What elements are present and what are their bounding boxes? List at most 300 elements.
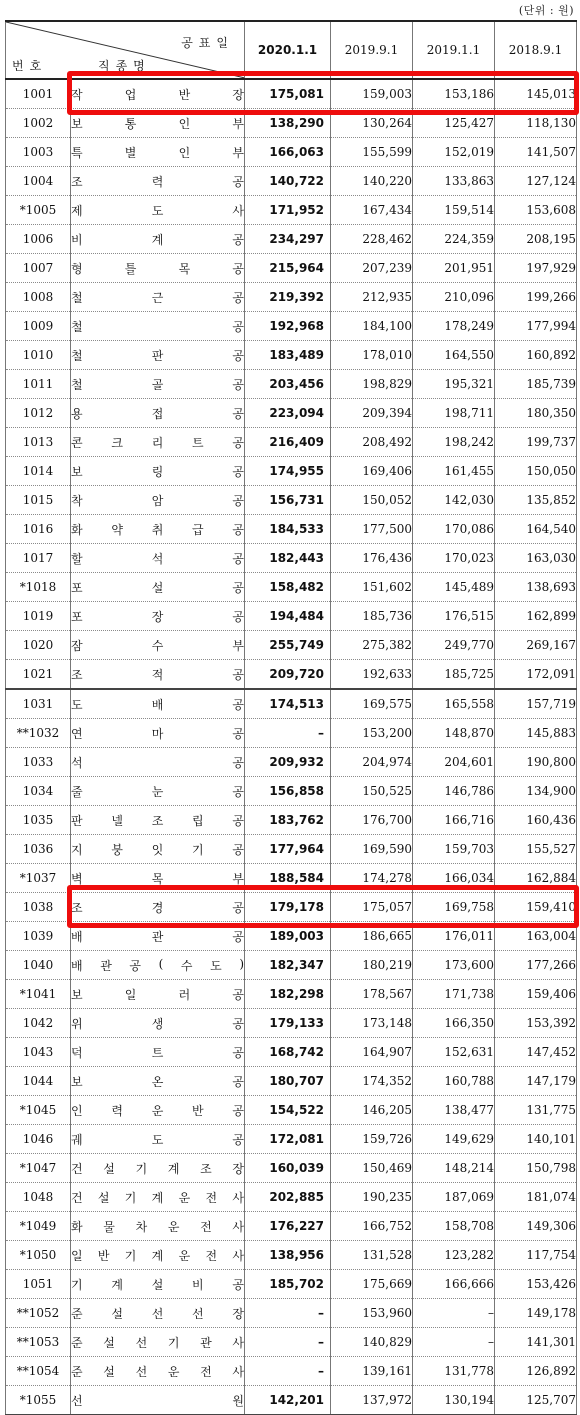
table-row — [6, 719, 577, 748]
table-row — [6, 1328, 577, 1357]
wage-value: 153,960 — [331, 1299, 413, 1328]
wage-value: 148,870 — [413, 719, 495, 748]
wage-value: 149,306 — [495, 1212, 577, 1241]
job-name-text: 보 통 인 부 — [71, 116, 244, 131]
wage-value: 159,410 — [495, 893, 577, 922]
wage-value: 164,550 — [413, 341, 495, 370]
wage-value: 147,179 — [495, 1067, 577, 1096]
row-number: 1009 — [6, 312, 71, 341]
table-row — [6, 602, 577, 631]
row-number: 1036 — [6, 835, 71, 864]
job-name — [71, 428, 245, 457]
wage-value: 141,507 — [495, 138, 577, 167]
wage-value: 145,013 — [495, 79, 577, 109]
row-number: *1055 — [6, 1386, 71, 1415]
wage-value: 125,707 — [495, 1386, 577, 1415]
job-name — [71, 399, 245, 428]
table-row — [6, 428, 577, 457]
wage-value: 209,720 — [245, 660, 331, 690]
job-name — [71, 631, 245, 660]
wage-value: 173,148 — [331, 1009, 413, 1038]
wage-value: 148,214 — [413, 1154, 495, 1183]
wage-value: 170,023 — [413, 544, 495, 573]
wage-value: 146,786 — [413, 777, 495, 806]
job-name — [71, 806, 245, 835]
table-row — [6, 486, 577, 515]
wage-value: 159,726 — [331, 1125, 413, 1154]
row-number: *1041 — [6, 980, 71, 1009]
table-row — [6, 1241, 577, 1270]
header-date-2018-9: 2018.9.1 — [495, 21, 577, 79]
wage-value: 209,932 — [245, 748, 331, 777]
job-name-text: 궤 도 공 — [71, 1132, 244, 1147]
table-row — [6, 283, 577, 312]
wage-value: 166,666 — [413, 1270, 495, 1299]
wage-value: 154,522 — [245, 1096, 331, 1125]
wage-value: 123,282 — [413, 1241, 495, 1270]
table-row — [6, 254, 577, 283]
job-name — [71, 689, 245, 719]
job-name — [71, 138, 245, 167]
wage-value: 150,050 — [495, 457, 577, 486]
job-name — [71, 922, 245, 951]
wage-value: 157,719 — [495, 689, 577, 719]
wage-value: 156,858 — [245, 777, 331, 806]
job-name-text: 지 붕 잇 기 공 — [71, 842, 244, 857]
wage-value: 153,426 — [495, 1270, 577, 1299]
row-number: *1045 — [6, 1096, 71, 1125]
wage-value: 160,436 — [495, 806, 577, 835]
table-row — [6, 1357, 577, 1386]
job-name-text: 준 설 선 운 전 사 — [71, 1364, 244, 1379]
wage-value: 177,266 — [495, 951, 577, 980]
wage-value: 139,161 — [331, 1357, 413, 1386]
job-name — [71, 660, 245, 690]
job-name-text: 형 틀 목 공 — [71, 261, 244, 276]
wage-value: 177,964 — [245, 835, 331, 864]
wage-value: 174,278 — [331, 864, 413, 893]
table-body — [6, 79, 577, 1415]
job-name-text: 철 공 — [71, 319, 244, 334]
wage-value: 145,883 — [495, 719, 577, 748]
job-name-text: 조 력 공 — [71, 174, 244, 189]
job-name — [71, 1038, 245, 1067]
job-name-text: 연 마 공 — [71, 726, 244, 741]
row-number: 1051 — [6, 1270, 71, 1299]
job-name — [71, 486, 245, 515]
job-name-text: 덕 트 공 — [71, 1045, 244, 1060]
row-number: 1048 — [6, 1183, 71, 1212]
wage-value: – — [413, 1299, 495, 1328]
table-row — [6, 1125, 577, 1154]
wage-value: 131,528 — [331, 1241, 413, 1270]
wage-value: 145,489 — [413, 573, 495, 602]
wage-value: 176,436 — [331, 544, 413, 573]
wage-value: 130,194 — [413, 1386, 495, 1415]
job-name — [71, 864, 245, 893]
wage-value: 153,200 — [331, 719, 413, 748]
row-number: 1011 — [6, 370, 71, 399]
wage-value: – — [245, 1299, 331, 1328]
row-number: 1044 — [6, 1067, 71, 1096]
job-name-text: 선 원 — [71, 1393, 244, 1408]
row-number: 1012 — [6, 399, 71, 428]
table-row — [6, 196, 577, 225]
wage-value: 185,702 — [245, 1270, 331, 1299]
row-number: **1032 — [6, 719, 71, 748]
table-row — [6, 1212, 577, 1241]
row-number: **1054 — [6, 1357, 71, 1386]
wage-value: 153,186 — [413, 79, 495, 109]
job-name-text: 보 일 러 공 — [71, 987, 244, 1002]
table-row — [6, 1154, 577, 1183]
wage-value: 125,427 — [413, 109, 495, 138]
corner-number-label: 번호 — [12, 59, 48, 73]
wage-value: 208,195 — [495, 225, 577, 254]
wage-value: 185,725 — [413, 660, 495, 690]
wage-value: 153,392 — [495, 1009, 577, 1038]
wage-value: 175,669 — [331, 1270, 413, 1299]
wage-value: 150,798 — [495, 1154, 577, 1183]
wage-value: 160,788 — [413, 1067, 495, 1096]
table-row — [6, 544, 577, 573]
job-name-text: 철 근 공 — [71, 290, 244, 305]
wage-value: 219,392 — [245, 283, 331, 312]
wage-value: 184,100 — [331, 312, 413, 341]
wage-value: 137,972 — [331, 1386, 413, 1415]
wage-value: 198,829 — [331, 370, 413, 399]
wage-value: 138,477 — [413, 1096, 495, 1125]
wage-value: 207,239 — [331, 254, 413, 283]
job-name-text: 판 넬 조 립 공 — [71, 813, 244, 828]
job-name — [71, 457, 245, 486]
table-row — [6, 138, 577, 167]
row-number: *1050 — [6, 1241, 71, 1270]
row-number: 1014 — [6, 457, 71, 486]
wage-value: 163,004 — [495, 922, 577, 951]
wage-value: 174,955 — [245, 457, 331, 486]
job-name-text: 특 별 인 부 — [71, 145, 244, 160]
wage-value: 169,590 — [331, 835, 413, 864]
header-date-2019-1: 2019.1.1 — [413, 21, 495, 79]
table-row — [6, 370, 577, 399]
wage-value: 179,133 — [245, 1009, 331, 1038]
wage-value: 184,533 — [245, 515, 331, 544]
wage-value: 159,406 — [495, 980, 577, 1009]
job-name-text: 기 계 설 비 공 — [71, 1277, 244, 1292]
job-name-text: 일 반 기 계 운 전 사 — [71, 1248, 244, 1263]
job-name — [71, 1212, 245, 1241]
table-row — [6, 951, 577, 980]
wage-value: 150,052 — [331, 486, 413, 515]
row-number: 1017 — [6, 544, 71, 573]
job-name — [71, 254, 245, 283]
job-name-text: 준 설 선 기 관 사 — [71, 1335, 244, 1350]
job-name — [71, 1067, 245, 1096]
unit-note: (단위 : 원) — [518, 4, 574, 17]
wage-value: 133,863 — [413, 167, 495, 196]
job-name — [71, 1299, 245, 1328]
wage-value: – — [245, 1357, 331, 1386]
job-name — [71, 951, 245, 980]
row-number: 1004 — [6, 167, 71, 196]
wage-value: 176,011 — [413, 922, 495, 951]
wage-value: 172,081 — [245, 1125, 331, 1154]
wage-value: 118,130 — [495, 109, 577, 138]
wage-value: 175,057 — [331, 893, 413, 922]
wage-value: 166,350 — [413, 1009, 495, 1038]
table-row — [6, 631, 577, 660]
wage-value: 185,739 — [495, 370, 577, 399]
row-number: 1043 — [6, 1038, 71, 1067]
header-date-2020-1: 2020.1.1 — [245, 21, 331, 79]
job-name-text: 도 배 공 — [71, 697, 244, 712]
wage-value: 140,101 — [495, 1125, 577, 1154]
wage-value: 134,900 — [495, 777, 577, 806]
table-row — [6, 1096, 577, 1125]
job-name — [71, 312, 245, 341]
wage-value: 162,899 — [495, 602, 577, 631]
wage-value: 166,034 — [413, 864, 495, 893]
row-number: **1053 — [6, 1328, 71, 1357]
wage-value: 165,558 — [413, 689, 495, 719]
row-number: 1010 — [6, 341, 71, 370]
row-number: 1034 — [6, 777, 71, 806]
row-number: 1031 — [6, 689, 71, 719]
wage-value: 178,249 — [413, 312, 495, 341]
wage-value: 177,500 — [331, 515, 413, 544]
job-name-text: 인 력 운 반 공 — [71, 1103, 244, 1118]
wage-value: 228,462 — [331, 225, 413, 254]
wage-value: 183,762 — [245, 806, 331, 835]
table-row — [6, 660, 577, 690]
wage-value: 152,019 — [413, 138, 495, 167]
job-name-text: 철 골 공 — [71, 377, 244, 392]
wage-value: 201,951 — [413, 254, 495, 283]
wage-value: 146,205 — [331, 1096, 413, 1125]
wage-value: 127,124 — [495, 167, 577, 196]
job-name — [71, 515, 245, 544]
wage-value: 178,010 — [331, 341, 413, 370]
wage-value: 182,298 — [245, 980, 331, 1009]
row-number: *1005 — [6, 196, 71, 225]
row-number: 1016 — [6, 515, 71, 544]
job-name — [71, 109, 245, 138]
job-name-text: 석 공 — [71, 755, 244, 770]
wage-value: 198,242 — [413, 428, 495, 457]
table-row — [6, 1183, 577, 1212]
wage-value: 194,484 — [245, 602, 331, 631]
job-name — [71, 167, 245, 196]
table-row — [6, 457, 577, 486]
row-number: **1052 — [6, 1299, 71, 1328]
wage-value: 149,629 — [413, 1125, 495, 1154]
wage-value: 141,301 — [495, 1328, 577, 1357]
table-row — [6, 922, 577, 951]
job-name-text: 조 경 공 — [71, 900, 244, 915]
wage-value: 168,742 — [245, 1038, 331, 1067]
wage-value: 176,227 — [245, 1212, 331, 1241]
row-number: 1039 — [6, 922, 71, 951]
table-row — [6, 341, 577, 370]
wage-table — [5, 20, 577, 1415]
wage-value: 224,359 — [413, 225, 495, 254]
wage-value: 176,515 — [413, 602, 495, 631]
job-name — [71, 835, 245, 864]
job-name — [71, 980, 245, 1009]
wage-value: 153,608 — [495, 196, 577, 225]
wage-value: 156,731 — [245, 486, 331, 515]
wage-value: 204,974 — [331, 748, 413, 777]
row-number: 1015 — [6, 486, 71, 515]
job-name — [71, 1154, 245, 1183]
wage-value: 142,030 — [413, 486, 495, 515]
job-name — [71, 602, 245, 631]
wage-value: 150,469 — [331, 1154, 413, 1183]
wage-value: 190,235 — [331, 1183, 413, 1212]
job-name — [71, 719, 245, 748]
wage-value: 192,968 — [245, 312, 331, 341]
wage-value: 186,665 — [331, 922, 413, 951]
wage-value: 126,892 — [495, 1357, 577, 1386]
wage-value: 255,749 — [245, 631, 331, 660]
job-name-text: 콘 크 리 트 공 — [71, 435, 244, 450]
job-name-text: 용 접 공 — [71, 406, 244, 421]
table-row — [6, 835, 577, 864]
row-number: 1040 — [6, 951, 71, 980]
wage-value: 159,703 — [413, 835, 495, 864]
job-name-text: 준 설 선 선 장 — [71, 1306, 244, 1321]
wage-value: 212,935 — [331, 283, 413, 312]
wage-value: 117,754 — [495, 1241, 577, 1270]
wage-value: 204,601 — [413, 748, 495, 777]
wage-value: 215,964 — [245, 254, 331, 283]
job-name-text: 건 설 기 계 운 전 사 — [71, 1190, 244, 1205]
wage-value: 269,167 — [495, 631, 577, 660]
wage-value: 162,884 — [495, 864, 577, 893]
header-corner-cell — [6, 21, 245, 79]
wage-value: 189,003 — [245, 922, 331, 951]
job-name — [71, 573, 245, 602]
row-number: 1035 — [6, 806, 71, 835]
table-row — [6, 806, 577, 835]
wage-value: 149,178 — [495, 1299, 577, 1328]
table-row — [6, 515, 577, 544]
wage-value: 151,602 — [331, 573, 413, 602]
wage-value: 180,219 — [331, 951, 413, 980]
job-name-text: 착 암 공 — [71, 493, 244, 508]
table-row — [6, 1009, 577, 1038]
row-number: 1003 — [6, 138, 71, 167]
job-name-text: 할 석 공 — [71, 551, 244, 566]
job-name — [71, 1125, 245, 1154]
job-name-text: 배 관 공 — [71, 929, 244, 944]
table-row — [6, 79, 577, 109]
job-name-text: 잠 수 부 — [71, 638, 244, 653]
row-number: 1033 — [6, 748, 71, 777]
wage-value: 171,952 — [245, 196, 331, 225]
row-number: 1046 — [6, 1125, 71, 1154]
wage-value: 140,829 — [331, 1328, 413, 1357]
table-row — [6, 777, 577, 806]
table-row — [6, 1299, 577, 1328]
table-row — [6, 980, 577, 1009]
wage-value: 179,178 — [245, 893, 331, 922]
wage-value: 170,086 — [413, 515, 495, 544]
wage-value: – — [413, 1328, 495, 1357]
row-number: 1006 — [6, 225, 71, 254]
job-name — [71, 544, 245, 573]
wage-value: 158,482 — [245, 573, 331, 602]
job-name — [71, 1241, 245, 1270]
table-row — [6, 399, 577, 428]
wage-value: 163,030 — [495, 544, 577, 573]
wage-value: 183,489 — [245, 341, 331, 370]
wage-value: 177,994 — [495, 312, 577, 341]
row-number: *1018 — [6, 573, 71, 602]
wage-value: 130,264 — [331, 109, 413, 138]
job-name — [71, 1386, 245, 1415]
table-row — [6, 312, 577, 341]
table-row — [6, 893, 577, 922]
job-name-text: 벽 목 부 — [71, 871, 244, 886]
wage-value: – — [245, 1328, 331, 1357]
wage-value: 199,266 — [495, 283, 577, 312]
table-row — [6, 225, 577, 254]
wage-value: 172,091 — [495, 660, 577, 690]
wage-value: – — [245, 719, 331, 748]
wage-value: 150,525 — [331, 777, 413, 806]
job-name-text: 포 설 공 — [71, 580, 244, 595]
job-name-text: 제 도 사 — [71, 203, 244, 218]
wage-value: 223,094 — [245, 399, 331, 428]
wage-value: 180,350 — [495, 399, 577, 428]
wage-value: 234,297 — [245, 225, 331, 254]
table-row — [6, 1067, 577, 1096]
job-name-text: 화 약 취 급 공 — [71, 522, 244, 537]
wage-value: 182,347 — [245, 951, 331, 980]
row-number: 1038 — [6, 893, 71, 922]
wage-value: 209,394 — [331, 399, 413, 428]
wage-value: 142,201 — [245, 1386, 331, 1415]
job-name-text: 배 관 공 ( 수 도 ) — [71, 956, 244, 973]
header-date-2019-9: 2019.9.1 — [331, 21, 413, 79]
wage-value: 131,778 — [413, 1357, 495, 1386]
table-row — [6, 167, 577, 196]
row-number: 1007 — [6, 254, 71, 283]
wage-value: 198,711 — [413, 399, 495, 428]
wage-value: 178,567 — [331, 980, 413, 1009]
wage-value: 197,929 — [495, 254, 577, 283]
row-number: 1019 — [6, 602, 71, 631]
wage-value: 171,738 — [413, 980, 495, 1009]
job-name — [71, 748, 245, 777]
row-number: 1021 — [6, 660, 71, 690]
wage-value: 140,722 — [245, 167, 331, 196]
wage-value: 180,707 — [245, 1067, 331, 1096]
wage-value: 210,096 — [413, 283, 495, 312]
wage-value: 275,382 — [331, 631, 413, 660]
table-row — [6, 1386, 577, 1415]
wage-value: 158,708 — [413, 1212, 495, 1241]
table-row — [6, 864, 577, 893]
job-name-text: 줄 눈 공 — [71, 784, 244, 799]
wage-value: 138,693 — [495, 573, 577, 602]
wage-value: 166,063 — [245, 138, 331, 167]
wage-value: 199,737 — [495, 428, 577, 457]
wage-value: 138,956 — [245, 1241, 331, 1270]
job-name-text: 철 판 공 — [71, 348, 244, 363]
